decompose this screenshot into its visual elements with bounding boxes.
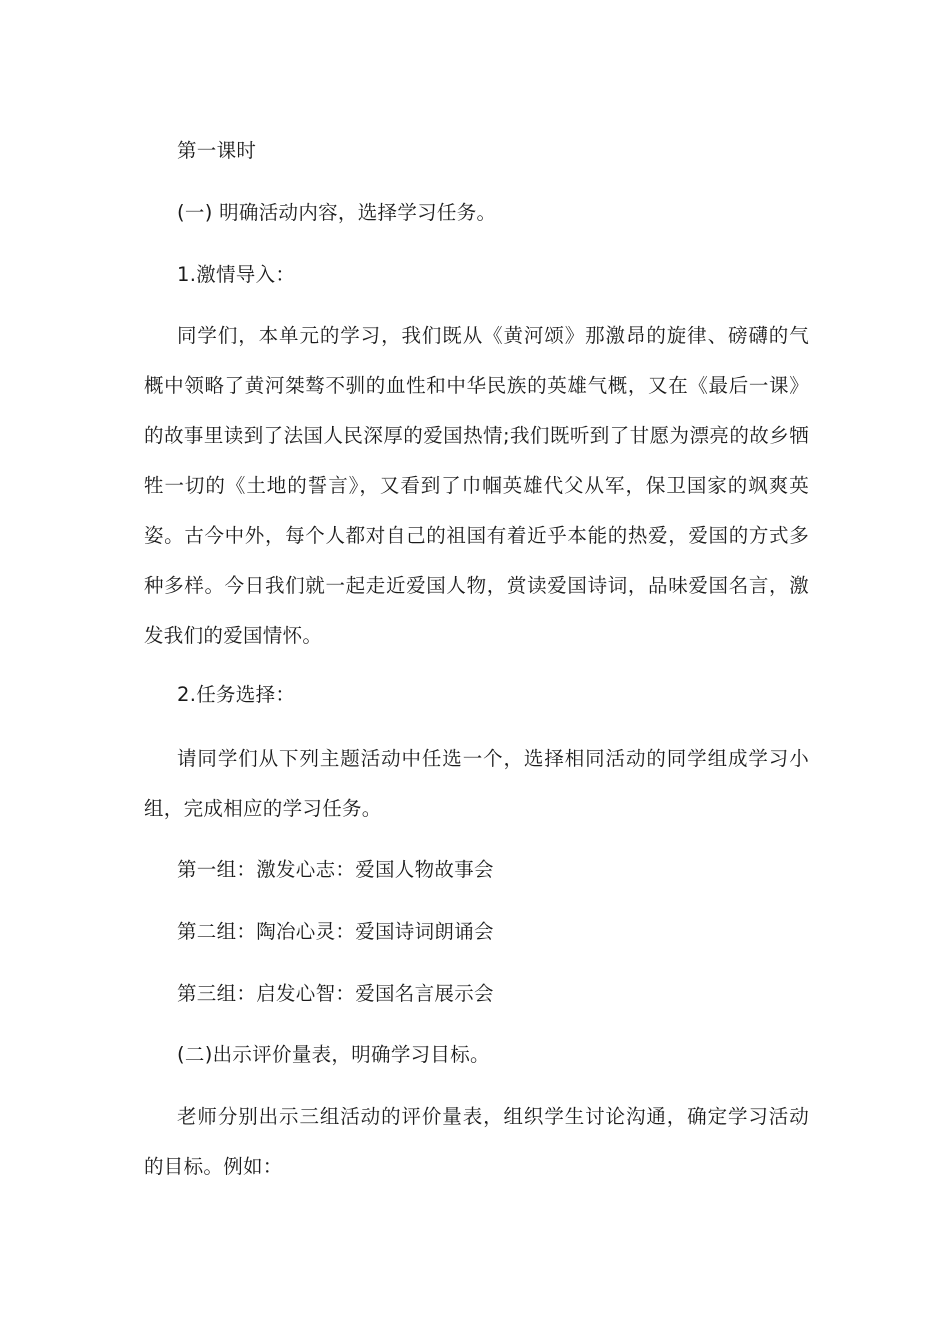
evaluation-paragraph: 老师分别出示三组活动的评价量表，组织学生讨论沟通，确定学习活动的目标。例如：	[144, 1105, 809, 1178]
lesson-heading: 第一课时	[177, 139, 257, 162]
subsection-heading-intro: 1.激情导入：	[177, 263, 296, 286]
group-item-3: 第三组：启发心智：爱国名言展示会	[177, 982, 494, 1005]
group-item-2: 第二组：陶冶心灵：爱国诗词朗诵会	[177, 920, 494, 943]
subsection-heading-task: 2.任务选择：	[177, 683, 296, 706]
section-heading-1: (一) 明确活动内容，选择学习任务。	[177, 201, 497, 224]
group-item-1: 第一组：激发心志：爱国人物故事会	[177, 858, 494, 881]
section-heading-2: (二)出示评价量表，明确学习目标。	[177, 1043, 490, 1066]
intro-paragraph: 同学们，本单元的学习，我们既从《黄河颂》那激昂的旋律、磅礴的气概中领略了黄河桀骜不驯的血性和中华民族的英雄气概，又在《最后一课》的故事里读到了法国人民深厚的爱国热情;我们既听到了甘愿为漂亮的故乡牺牲一切的《土地的誓言》，又看到了巾帼英雄代父从军，保卫国家的飒爽英姿。古今中外，每个人都对自己的祖国有着近乎本能的热爱，爱国的方式多种多样。今日我们就一起走近爱国人物，赏读爱国诗词，品味爱国名言，激发我们的爱国情怀。	[144, 324, 809, 647]
task-paragraph: 请同学们从下列主题活动中任选一个，选择相同活动的同学组成学习小组，完成相应的学习任务。	[144, 747, 809, 820]
